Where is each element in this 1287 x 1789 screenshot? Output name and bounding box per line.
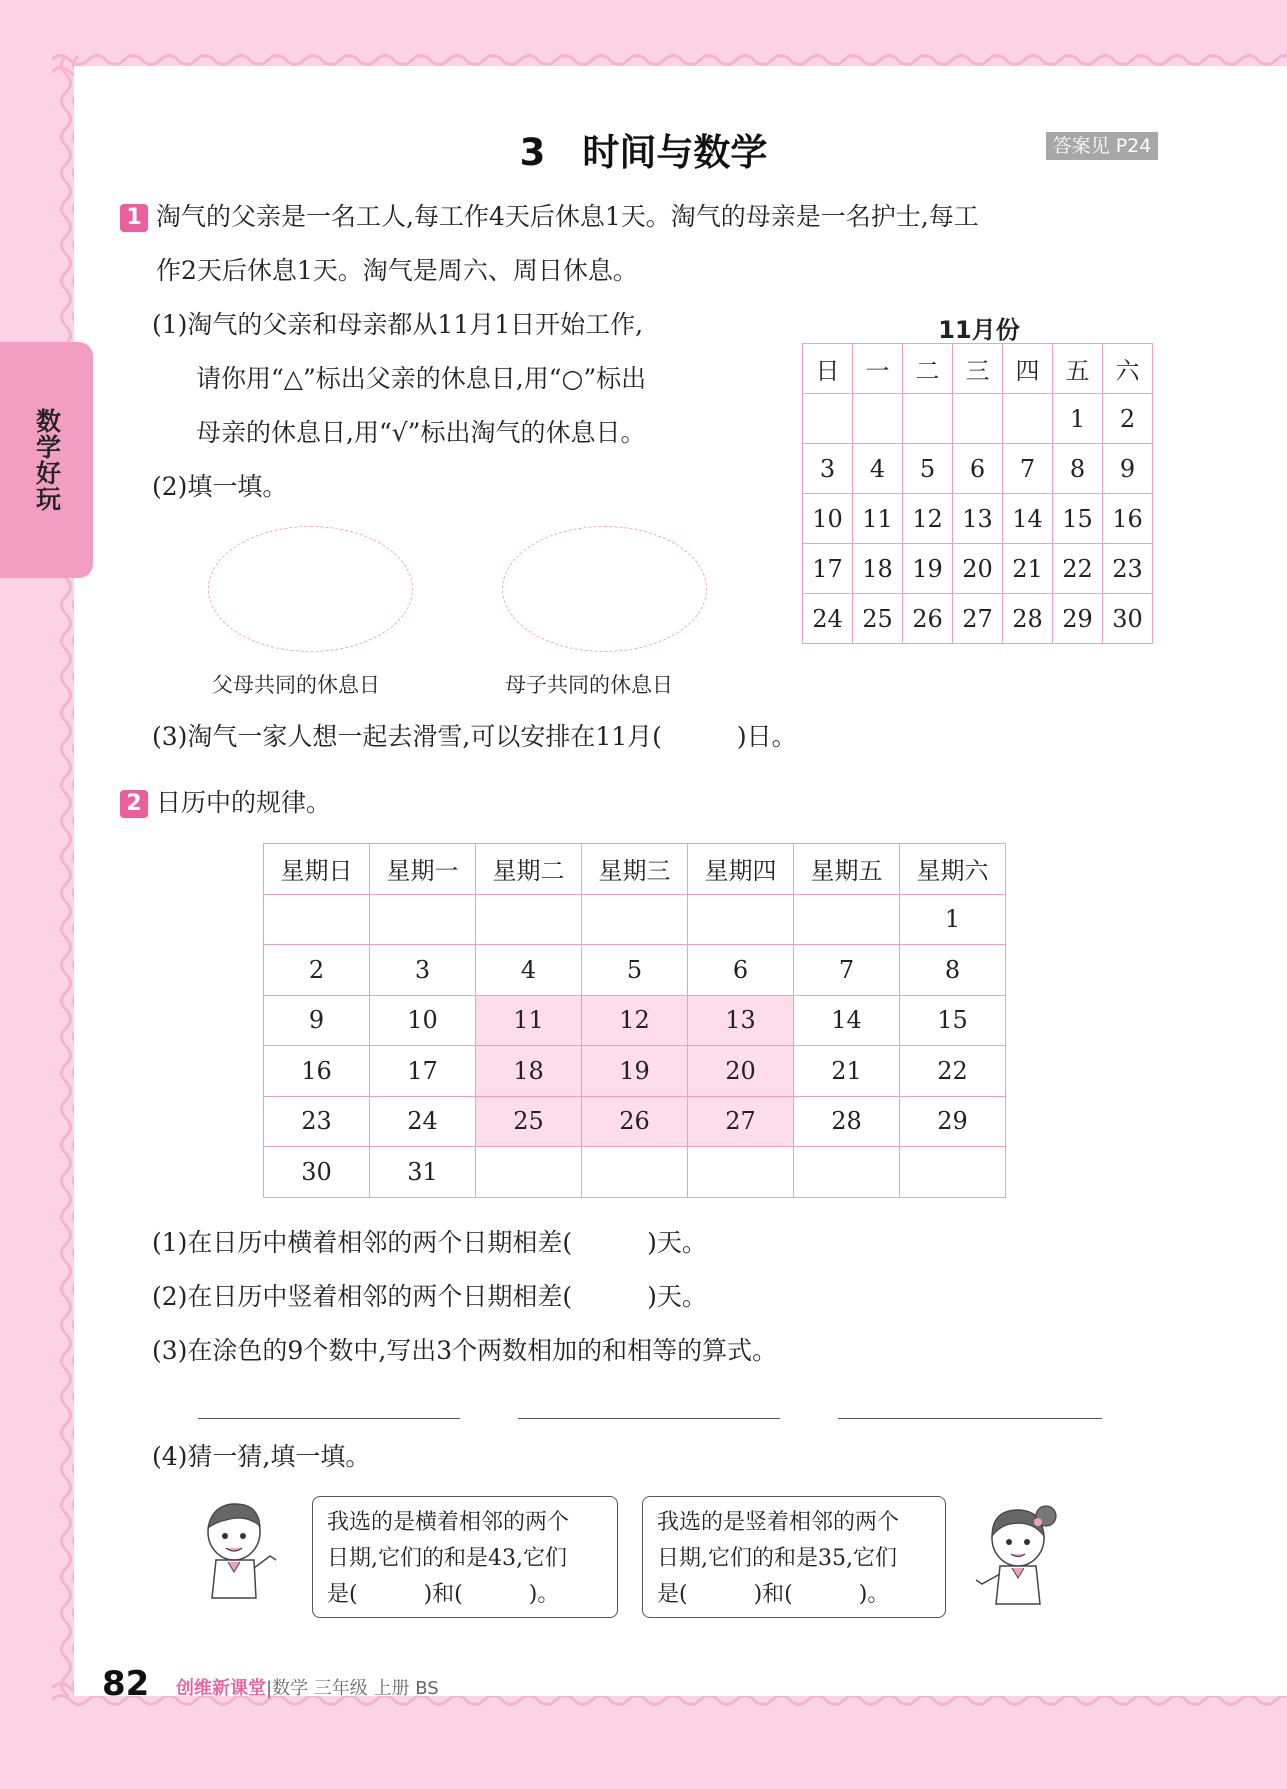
q1-part2: (2)填一填。 xyxy=(152,472,288,501)
day-cell xyxy=(582,894,688,945)
bubble-left-line2: 日期,它们的和是43,它们 xyxy=(327,1546,567,1571)
day-cell: 22 xyxy=(900,1046,1006,1097)
nov-day-cell[interactable]: 24 xyxy=(803,594,853,644)
nov-day-cell[interactable] xyxy=(953,394,1003,444)
speech-bubble-horizontal xyxy=(312,1496,618,1618)
day-cell: 15 xyxy=(900,995,1006,1046)
nov-day-cell[interactable]: 3 xyxy=(803,444,853,494)
footer-book-info xyxy=(176,1674,439,1700)
answer-line-3[interactable] xyxy=(838,1418,1102,1419)
bubble-right-line2: 日期,它们的和是35,它们 xyxy=(657,1546,897,1571)
day-cell: 20 xyxy=(688,1046,794,1097)
nov-weekday-header: 一 xyxy=(853,344,903,394)
day-cell: 9 xyxy=(264,995,370,1046)
nov-day-cell[interactable]: 17 xyxy=(803,544,853,594)
day-cell: 19 xyxy=(582,1046,688,1097)
day-cell: 14 xyxy=(794,995,900,1046)
weekday-header: 星期三 xyxy=(582,844,688,895)
day-cell: 23 xyxy=(264,1096,370,1147)
day-cell xyxy=(582,1147,688,1198)
q2-part1: (1)在日历中横着相邻的两个日期相差( )天。 xyxy=(152,1228,707,1257)
nov-day-cell[interactable]: 21 xyxy=(1003,544,1053,594)
side-tab-label: 数学好玩 xyxy=(32,408,62,512)
day-cell: 26 xyxy=(582,1096,688,1147)
nov-day-cell[interactable]: 7 xyxy=(1003,444,1053,494)
nov-day-cell[interactable]: 2 xyxy=(1103,394,1153,444)
page-title: 3 时间与数学 xyxy=(519,131,768,174)
q1-part1-line2: 请你用“△”标出父亲的休息日,用“○”标出 xyxy=(196,364,647,393)
day-cell xyxy=(476,1147,582,1198)
q2-title: 日历中的规律。 xyxy=(156,788,332,817)
girl-illustration xyxy=(970,1500,1066,1610)
nov-day-cell[interactable]: 28 xyxy=(1003,594,1053,644)
q1-intro-line2: 作2天后休息1天。淘气是周六、周日休息。 xyxy=(156,256,638,285)
weekday-header: 星期日 xyxy=(264,844,370,895)
day-cell: 30 xyxy=(264,1147,370,1198)
q1-part3: (3)淘气一家人想一起去滑雪,可以安排在11月( )日。 xyxy=(152,722,797,751)
day-cell: 29 xyxy=(900,1096,1006,1147)
nov-day-cell[interactable] xyxy=(903,394,953,444)
weekday-header: 星期五 xyxy=(794,844,900,895)
q2-number-badge: 2 xyxy=(120,790,148,818)
nov-day-cell[interactable]: 16 xyxy=(1103,494,1153,544)
day-cell: 4 xyxy=(476,945,582,996)
nov-day-cell[interactable]: 11 xyxy=(853,494,903,544)
nov-day-cell[interactable]: 25 xyxy=(853,594,903,644)
nov-day-cell[interactable]: 22 xyxy=(1053,544,1103,594)
day-cell: 16 xyxy=(264,1046,370,1097)
day-cell: 13 xyxy=(688,995,794,1046)
nov-day-cell[interactable]: 9 xyxy=(1103,444,1153,494)
day-cell: 5 xyxy=(582,945,688,996)
q1-intro-line1: 淘气的父亲是一名工人,每工作4天后休息1天。淘气的母亲是一名护士,每工 xyxy=(156,202,979,231)
day-cell: 25 xyxy=(476,1096,582,1147)
nov-weekday-header: 六 xyxy=(1103,344,1153,394)
weekday-header: 星期二 xyxy=(476,844,582,895)
answer-reference: 答案见 P24 xyxy=(1046,132,1158,160)
day-cell: 10 xyxy=(370,995,476,1046)
q2-part2: (2)在日历中竖着相邻的两个日期相差( )天。 xyxy=(152,1282,707,1311)
day-cell: 2 xyxy=(264,945,370,996)
day-cell: 11 xyxy=(476,995,582,1046)
nov-day-cell[interactable]: 19 xyxy=(903,544,953,594)
answer-oval-mother-son[interactable] xyxy=(502,526,707,652)
nov-day-cell[interactable]: 13 xyxy=(953,494,1003,544)
day-cell: 28 xyxy=(794,1096,900,1147)
nov-weekday-header: 二 xyxy=(903,344,953,394)
bubble-left-line3: 是( )和( )。 xyxy=(327,1582,560,1607)
day-cell xyxy=(900,1147,1006,1198)
q1-number-badge: 1 xyxy=(120,204,148,232)
nov-weekday-header: 五 xyxy=(1053,344,1103,394)
oval-mother-son-label: 母子共同的休息日 xyxy=(505,673,673,697)
bubble-right-line3: 是( )和( )。 xyxy=(657,1582,890,1607)
bubble-right-line1: 我选的是竖着相邻的两个 xyxy=(657,1510,900,1535)
day-cell xyxy=(794,1147,900,1198)
page-number: 82 xyxy=(102,1664,150,1704)
day-cell xyxy=(688,1147,794,1198)
day-cell: 31 xyxy=(370,1147,476,1198)
nov-day-cell[interactable]: 27 xyxy=(953,594,1003,644)
side-tab xyxy=(0,342,93,578)
nov-day-cell[interactable] xyxy=(803,394,853,444)
q2-part4: (4)猜一猜,填一填。 xyxy=(152,1442,371,1471)
footer-brand: 创维新课堂 xyxy=(176,1678,266,1699)
day-cell xyxy=(688,894,794,945)
oval-parents-label: 父母共同的休息日 xyxy=(212,673,380,697)
day-cell: 24 xyxy=(370,1096,476,1147)
nov-day-cell[interactable]: 18 xyxy=(853,544,903,594)
day-cell: 17 xyxy=(370,1046,476,1097)
day-cell: 21 xyxy=(794,1046,900,1097)
nov-day-cell[interactable]: 6 xyxy=(953,444,1003,494)
q2-part3: (3)在涂色的9个数中,写出3个两数相加的和相等的算式。 xyxy=(152,1336,778,1365)
weekday-header: 星期四 xyxy=(688,844,794,895)
november-calendar xyxy=(802,343,1153,644)
day-cell: 7 xyxy=(794,945,900,996)
answer-line-1[interactable] xyxy=(198,1418,460,1419)
day-cell xyxy=(264,894,370,945)
day-cell: 1 xyxy=(900,894,1006,945)
day-cell: 27 xyxy=(688,1096,794,1147)
day-cell xyxy=(370,894,476,945)
nov-day-cell[interactable]: 4 xyxy=(853,444,903,494)
footer-book-title: |数学 三年级 上册 BS xyxy=(266,1678,439,1699)
bubble-left-line1: 我选的是横着相邻的两个 xyxy=(327,1510,570,1535)
nov-weekday-header: 三 xyxy=(953,344,1003,394)
nov-weekday-header: 日 xyxy=(803,344,853,394)
day-cell xyxy=(794,894,900,945)
q1-part1-line3: 母亲的休息日,用“√”标出淘气的休息日。 xyxy=(196,418,646,447)
nov-day-cell[interactable]: 12 xyxy=(903,494,953,544)
nov-day-cell[interactable]: 20 xyxy=(953,544,1003,594)
day-cell xyxy=(476,894,582,945)
nov-day-cell[interactable]: 23 xyxy=(1103,544,1153,594)
november-calendar-title: 11月份 xyxy=(938,316,1020,344)
q1-part1-line1: (1)淘气的父亲和母亲都从11月1日开始工作, xyxy=(152,310,644,339)
nov-day-cell[interactable] xyxy=(853,394,903,444)
nov-day-cell[interactable]: 30 xyxy=(1103,594,1153,644)
day-cell: 12 xyxy=(582,995,688,1046)
day-cell: 3 xyxy=(370,945,476,996)
day-cell: 6 xyxy=(688,945,794,996)
nov-day-cell[interactable]: 15 xyxy=(1053,494,1103,544)
nov-day-cell[interactable]: 5 xyxy=(903,444,953,494)
nov-day-cell[interactable]: 14 xyxy=(1003,494,1053,544)
weekday-header: 星期一 xyxy=(370,844,476,895)
nov-weekday-header: 四 xyxy=(1003,344,1053,394)
pattern-calendar xyxy=(263,843,1006,1198)
nov-day-cell[interactable]: 8 xyxy=(1053,444,1103,494)
boy-illustration xyxy=(196,1498,282,1610)
nov-day-cell[interactable]: 10 xyxy=(803,494,853,544)
nov-day-cell[interactable] xyxy=(1003,394,1053,444)
weekday-header: 星期六 xyxy=(900,844,1006,895)
speech-bubble-vertical xyxy=(642,1496,946,1618)
day-cell: 8 xyxy=(900,945,1006,996)
nov-day-cell[interactable]: 29 xyxy=(1053,594,1103,644)
day-cell: 18 xyxy=(476,1046,582,1097)
answer-line-2[interactable] xyxy=(518,1418,780,1419)
nov-day-cell[interactable]: 1 xyxy=(1053,394,1103,444)
answer-oval-parents[interactable] xyxy=(208,526,413,652)
nov-day-cell[interactable]: 26 xyxy=(903,594,953,644)
